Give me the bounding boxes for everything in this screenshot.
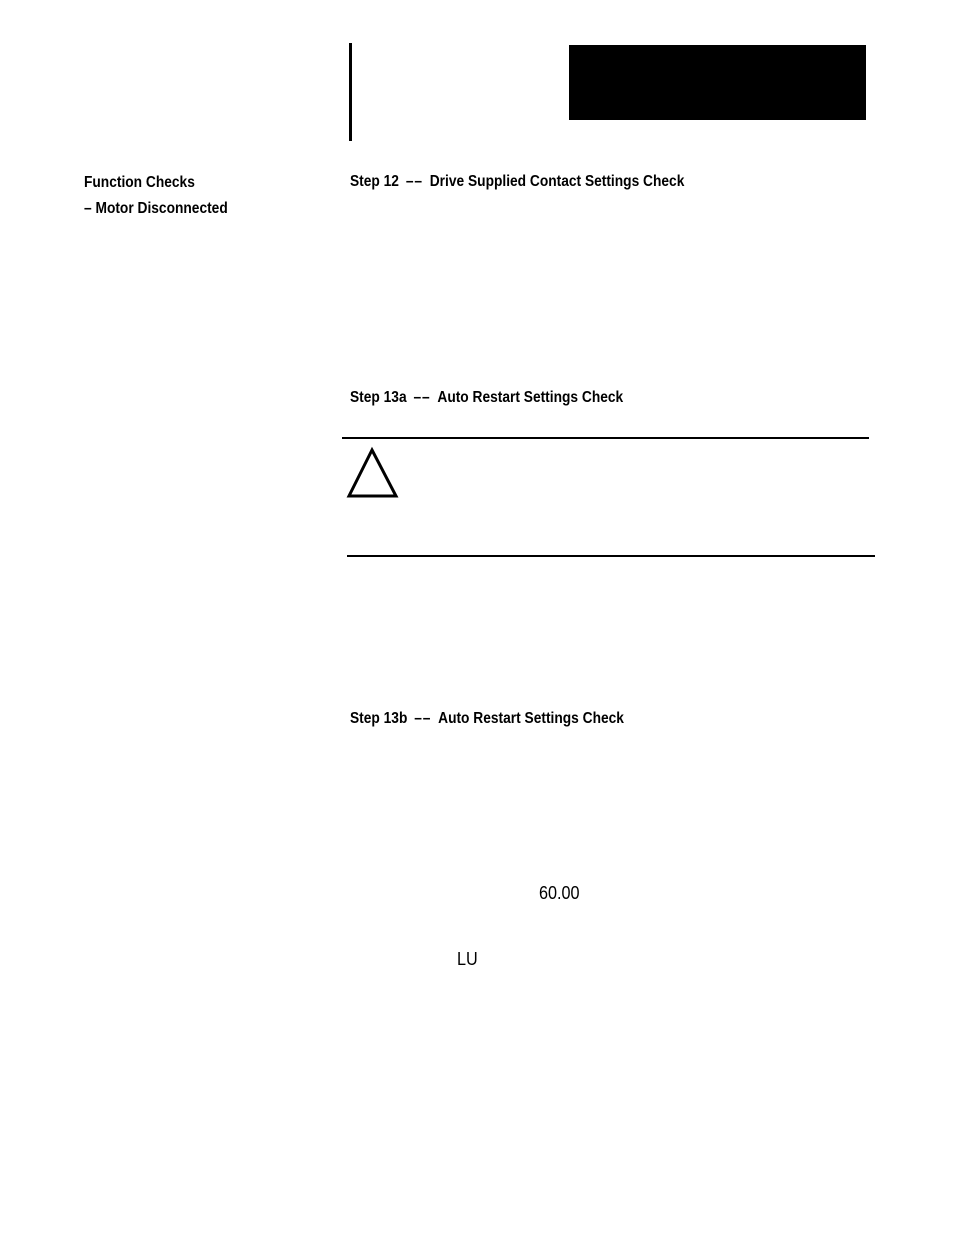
step-12-number: Step 12	[350, 173, 399, 190]
step-12-heading	[350, 172, 684, 192]
step-13a-number: Step 13a	[350, 389, 407, 406]
warning-triangle-icon	[346, 446, 402, 500]
step-12-separator: ––	[405, 173, 423, 190]
side-heading-line-2: – Motor Disconnected	[84, 200, 228, 217]
warning-top-rule	[342, 437, 869, 439]
step-13b-title: Auto Restart Settings Check	[438, 710, 624, 727]
header-vertical-rule	[349, 43, 352, 141]
step-13b-separator: ––	[414, 710, 432, 727]
step-13b-number: Step 13b	[350, 710, 408, 727]
step-13b-heading	[350, 709, 624, 729]
warning-bottom-rule	[347, 555, 875, 557]
status-code-display: LU	[457, 949, 478, 969]
step-13a-separator: ––	[413, 389, 431, 406]
step-12-title: Drive Supplied Contact Settings Check	[429, 173, 685, 190]
step-13a-title: Auto Restart Settings Check	[437, 389, 624, 406]
side-heading-line-1: Function Checks	[84, 174, 195, 191]
header-black-block	[569, 45, 866, 120]
step-13a-heading	[350, 388, 623, 408]
frequency-display-value: 60.00	[539, 883, 580, 903]
side-heading	[84, 170, 228, 222]
